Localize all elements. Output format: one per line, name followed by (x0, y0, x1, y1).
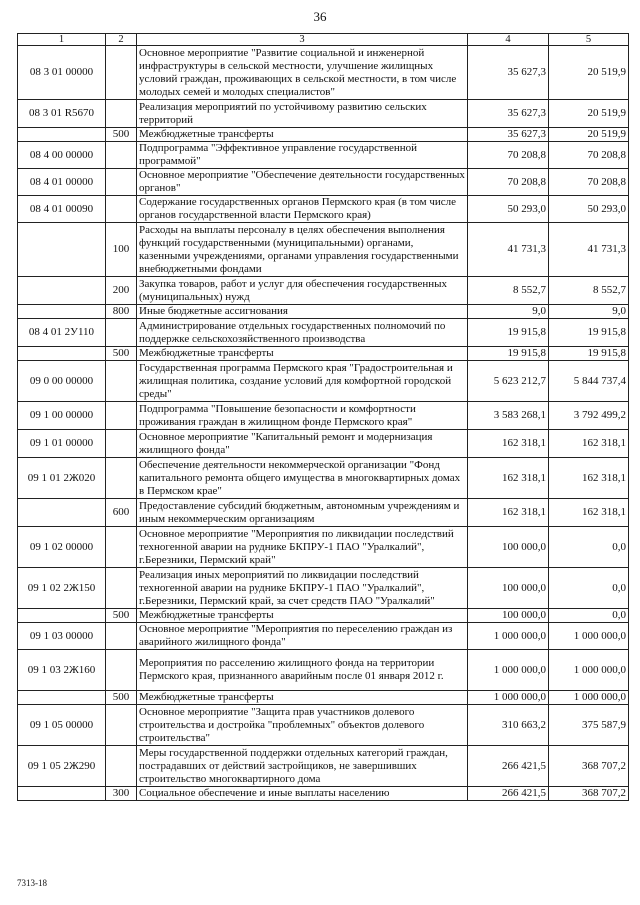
table-row (18, 568, 629, 609)
amount-col5-cell: 20 519,9 (549, 46, 629, 100)
table-row (18, 223, 629, 277)
classification-code-cell (18, 223, 106, 277)
item-name-cell: Реализация мероприятий по устойчивому развитию сельских территорий (137, 100, 468, 128)
classification-code-cell: 08 3 01 00000 (18, 46, 106, 100)
expense-type-cell: 500 (106, 609, 137, 623)
amount-col4-cell: 310 663,2 (468, 705, 549, 746)
table-row (18, 305, 629, 319)
amount-col5-cell: 70 208,8 (549, 142, 629, 169)
amount-col5-cell: 41 731,3 (549, 223, 629, 277)
amount-col5-cell: 50 293,0 (549, 196, 629, 223)
classification-code-cell: 08 4 01 2У110 (18, 319, 106, 347)
item-name-cell: Социальное обеспечение и иные выплаты населению (137, 787, 468, 801)
amount-col4-cell: 8 552,7 (468, 277, 549, 305)
amount-col4-cell: 266 421,5 (468, 746, 549, 787)
expense-type-cell: 600 (106, 499, 137, 527)
expense-type-cell (106, 623, 137, 650)
expense-type-cell (106, 196, 137, 223)
classification-code-cell: 08 4 01 00090 (18, 196, 106, 223)
table-row (18, 402, 629, 430)
expense-type-cell: 200 (106, 277, 137, 305)
classification-code-cell (18, 787, 106, 801)
item-name-cell: Реализация иных мероприятий по ликвидации последствий техногенной аварии на руднике БКПРУ-1 ПАО "Уралкалий", г.Березники, Пермский край, за счет средств ПАО "Уралкалий" (137, 568, 468, 609)
table-row (18, 650, 629, 691)
classification-code-cell: 08 4 00 00000 (18, 142, 106, 169)
table-row (18, 277, 629, 305)
amount-col5-cell: 1 000 000,0 (549, 650, 629, 691)
table-row (18, 142, 629, 169)
expense-type-cell (106, 650, 137, 691)
amount-col4-cell: 9,0 (468, 305, 549, 319)
expense-type-cell: 100 (106, 223, 137, 277)
amount-col4-cell: 162 318,1 (468, 458, 549, 499)
expense-type-cell: 300 (106, 787, 137, 801)
expense-type-cell (106, 169, 137, 196)
table-row (18, 527, 629, 568)
expense-type-cell (106, 746, 137, 787)
item-name-cell: Основное мероприятие "Защита прав участников долевого строительства и достройка "проблемных" объектов долевого строительства" (137, 705, 468, 746)
amount-col4-cell: 19 915,8 (468, 319, 549, 347)
item-name-cell: Содержание государственных органов Пермского края (в том числе органов государственной власти Пермского края) (137, 196, 468, 223)
header-col-4: 4 (468, 34, 549, 46)
table-row (18, 100, 629, 128)
header-col-3: 3 (137, 34, 468, 46)
amount-col4-cell: 35 627,3 (468, 128, 549, 142)
header-col-5: 5 (549, 34, 629, 46)
classification-code-cell (18, 609, 106, 623)
amount-col5-cell: 20 519,9 (549, 100, 629, 128)
item-name-cell: Меры государственной поддержки отдельных категорий граждан, пострадавших от действий застройщиков, не завершивших строительство многоквартирного дома (137, 746, 468, 787)
classification-code-cell: 09 1 02 2Ж150 (18, 568, 106, 609)
amount-col5-cell: 368 707,2 (549, 787, 629, 801)
classification-code-cell: 09 1 03 2Ж160 (18, 650, 106, 691)
amount-col4-cell: 70 208,8 (468, 169, 549, 196)
classification-code-cell (18, 499, 106, 527)
expense-type-cell: 500 (106, 128, 137, 142)
budget-table (17, 33, 629, 801)
classification-code-cell: 09 1 01 2Ж020 (18, 458, 106, 499)
table-row (18, 196, 629, 223)
amount-col4-cell: 100 000,0 (468, 568, 549, 609)
expense-type-cell (106, 319, 137, 347)
table-row (18, 746, 629, 787)
item-name-cell: Межбюджетные трансферты (137, 609, 468, 623)
item-name-cell: Основное мероприятие "Мероприятия по переселению граждан из аварийного жилищного фонда" (137, 623, 468, 650)
classification-code-cell: 08 3 01 R5670 (18, 100, 106, 128)
amount-col5-cell: 162 318,1 (549, 458, 629, 499)
amount-col4-cell: 100 000,0 (468, 609, 549, 623)
expense-type-cell (106, 46, 137, 100)
expense-type-cell (106, 458, 137, 499)
amount-col5-cell: 375 587,9 (549, 705, 629, 746)
item-name-cell: Основное мероприятие "Развитие социальной и инженерной инфраструктуры в сельской местности, улучшение жилищных условий граждан, проживающих в сельской местности, в том числе молодых семей и молодых специалистов" (137, 46, 468, 100)
expense-type-cell: 500 (106, 347, 137, 361)
table-row (18, 609, 629, 623)
expense-type-cell (106, 142, 137, 169)
amount-col4-cell: 35 627,3 (468, 46, 549, 100)
item-name-cell: Расходы на выплаты персоналу в целях обеспечения выполнения функций государственными (муниципальными) органами, казенными учреждениями, органами управления государственными внебюджетными фондами (137, 223, 468, 277)
table-row (18, 46, 629, 100)
expense-type-cell (106, 568, 137, 609)
classification-code-cell: 09 1 01 00000 (18, 430, 106, 458)
amount-col4-cell: 266 421,5 (468, 787, 549, 801)
table-row (18, 128, 629, 142)
table-row (18, 705, 629, 746)
header-col-1: 1 (18, 34, 106, 46)
amount-col4-cell: 35 627,3 (468, 100, 549, 128)
amount-col4-cell: 1 000 000,0 (468, 691, 549, 705)
classification-code-cell: 09 1 03 00000 (18, 623, 106, 650)
amount-col5-cell: 0,0 (549, 609, 629, 623)
expense-type-cell (106, 402, 137, 430)
amount-col4-cell: 1 000 000,0 (468, 623, 549, 650)
amount-col5-cell: 368 707,2 (549, 746, 629, 787)
item-name-cell: Предоставление субсидий бюджетным, автономным учреждениям и иным некоммерческим организациям (137, 499, 468, 527)
table-row (18, 361, 629, 402)
amount-col4-cell: 162 318,1 (468, 430, 549, 458)
table-row (18, 319, 629, 347)
amount-col4-cell: 19 915,8 (468, 347, 549, 361)
amount-col4-cell: 100 000,0 (468, 527, 549, 568)
amount-col5-cell: 0,0 (549, 568, 629, 609)
document-code: 7313-18 (17, 878, 47, 888)
amount-col5-cell: 3 792 499,2 (549, 402, 629, 430)
item-name-cell: Администрирование отдельных государственных полномочий по поддержке сельскохозяйственного производства (137, 319, 468, 347)
amount-col5-cell: 1 000 000,0 (549, 623, 629, 650)
table-row (18, 623, 629, 650)
table-row (18, 691, 629, 705)
table-row (18, 787, 629, 801)
amount-col4-cell: 5 623 212,7 (468, 361, 549, 402)
item-name-cell: Закупка товаров, работ и услуг для обеспечения государственных (муниципальных) нужд (137, 277, 468, 305)
expense-type-cell (106, 430, 137, 458)
budget-table-body (18, 34, 629, 801)
amount-col5-cell: 162 318,1 (549, 430, 629, 458)
expense-type-cell (106, 100, 137, 128)
item-name-cell: Государственная программа Пермского края "Градостроительная и жилищная политика, создание условий для комфортной городской среды" (137, 361, 468, 402)
table-row (18, 430, 629, 458)
amount-col4-cell: 162 318,1 (468, 499, 549, 527)
table-row (18, 347, 629, 361)
amount-col5-cell: 70 208,8 (549, 169, 629, 196)
item-name-cell: Иные бюджетные ассигнования (137, 305, 468, 319)
amount-col4-cell: 1 000 000,0 (468, 650, 549, 691)
item-name-cell: Основное мероприятие "Капитальный ремонт и модернизация жилищного фонда" (137, 430, 468, 458)
classification-code-cell (18, 691, 106, 705)
amount-col4-cell: 3 583 268,1 (468, 402, 549, 430)
item-name-cell: Обеспечение деятельности некоммерческой организации "Фонд капитального ремонта общего имущества в многоквартирных домах в Пермском крае" (137, 458, 468, 499)
amount-col5-cell: 0,0 (549, 527, 629, 568)
classification-code-cell (18, 347, 106, 361)
expense-type-cell (106, 361, 137, 402)
classification-code-cell: 09 1 02 00000 (18, 527, 106, 568)
table-header-row (18, 34, 629, 46)
item-name-cell: Подпрограмма "Повышение безопасности и комфортности проживания граждан в жилищном фонде Пермского края" (137, 402, 468, 430)
expense-type-cell (106, 705, 137, 746)
item-name-cell: Межбюджетные трансферты (137, 128, 468, 142)
classification-code-cell (18, 277, 106, 305)
expense-type-cell: 500 (106, 691, 137, 705)
classification-code-cell: 09 0 00 00000 (18, 361, 106, 402)
classification-code-cell: 08 4 01 00000 (18, 169, 106, 196)
amount-col4-cell: 41 731,3 (468, 223, 549, 277)
amount-col4-cell: 50 293,0 (468, 196, 549, 223)
amount-col5-cell: 9,0 (549, 305, 629, 319)
classification-code-cell: 09 1 05 00000 (18, 705, 106, 746)
amount-col4-cell: 70 208,8 (468, 142, 549, 169)
item-name-cell: Основное мероприятие "Обеспечение деятельности государственных органов" (137, 169, 468, 196)
classification-code-cell: 09 1 00 00000 (18, 402, 106, 430)
table-row (18, 169, 629, 196)
amount-col5-cell: 5 844 737,4 (549, 361, 629, 402)
expense-type-cell (106, 527, 137, 568)
amount-col5-cell: 20 519,9 (549, 128, 629, 142)
header-col-2: 2 (106, 34, 137, 46)
amount-col5-cell: 1 000 000,0 (549, 691, 629, 705)
amount-col5-cell: 19 915,8 (549, 319, 629, 347)
table-row (18, 499, 629, 527)
item-name-cell: Основное мероприятие "Мероприятия по ликвидации последствий техногенной аварии на руднике БКПРУ-1 ПАО "Уралкалий", г.Березники, Пермский край" (137, 527, 468, 568)
item-name-cell: Подпрограмма "Эффективное управление государственной программой" (137, 142, 468, 169)
amount-col5-cell: 8 552,7 (549, 277, 629, 305)
expense-type-cell: 800 (106, 305, 137, 319)
table-row (18, 458, 629, 499)
amount-col5-cell: 162 318,1 (549, 499, 629, 527)
page-number: 36 (313, 9, 327, 24)
item-name-cell: Межбюджетные трансферты (137, 691, 468, 705)
classification-code-cell (18, 305, 106, 319)
item-name-cell: Мероприятия по расселению жилищного фонда на территории Пермского края, признанного аварийным после 01 января 2012 г. (137, 650, 468, 691)
amount-col5-cell: 19 915,8 (549, 347, 629, 361)
classification-code-cell: 09 1 05 2Ж290 (18, 746, 106, 787)
item-name-cell: Межбюджетные трансферты (137, 347, 468, 361)
classification-code-cell (18, 128, 106, 142)
